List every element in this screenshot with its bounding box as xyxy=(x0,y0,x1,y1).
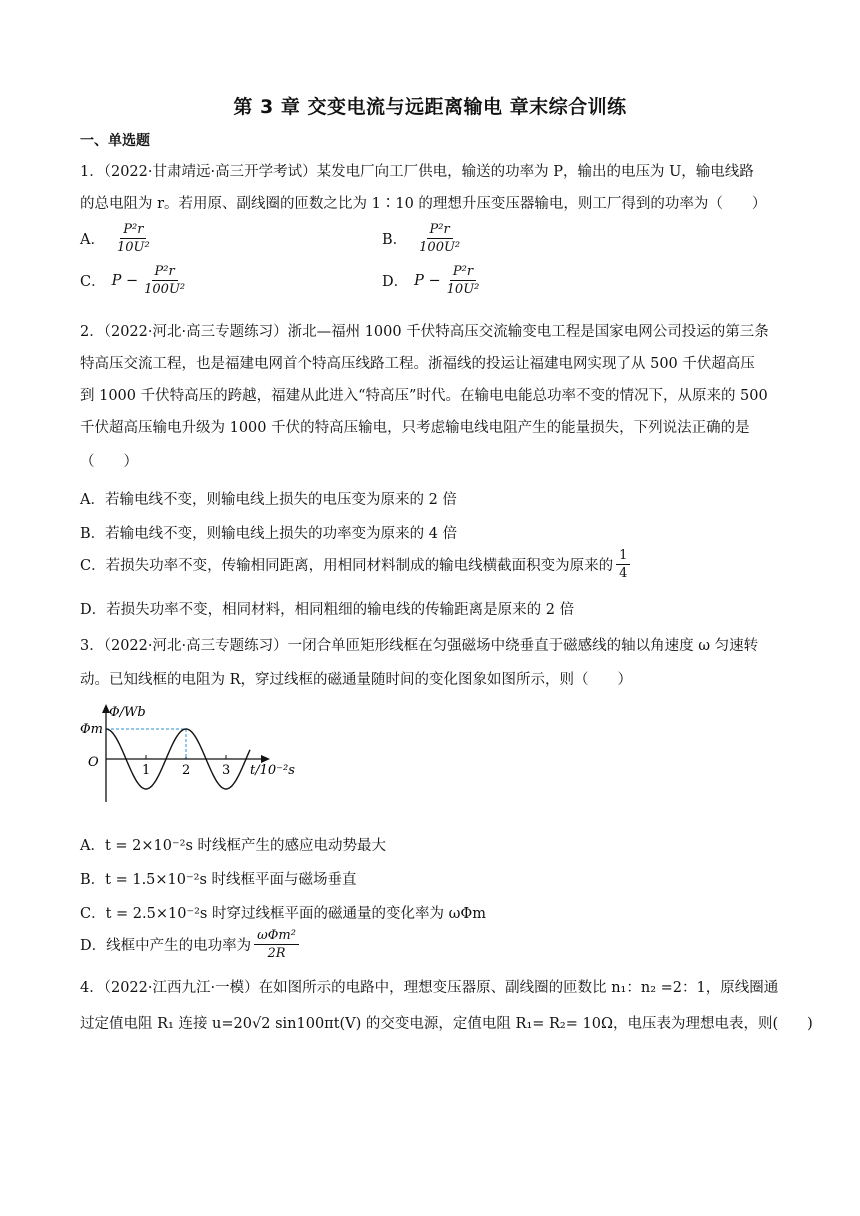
q2-option-a[interactable]: A．若输电线不变，则输电线上损失的电压变为原来的 2 倍 xyxy=(80,492,457,508)
q1-option-b[interactable] xyxy=(382,222,466,255)
q1-option-a-label: A． xyxy=(80,232,105,248)
q1-option-c-label: C． xyxy=(80,274,106,290)
q3-stem-line1: 3．（2022·河北·高三专题练习）一闭合单匝矩形线框在匀强磁场中绕垂直于磁感线的轴以角速度 ω 匀速转 xyxy=(80,638,759,654)
q1-option-d-label: D． xyxy=(382,274,409,290)
q1-option-c-fraction xyxy=(141,264,188,297)
q3-option-d[interactable] xyxy=(80,928,302,961)
q1-stem-line1: 1．（2022·甘肃靖远·高三开学考试）某发电厂向工厂供电，输送的功率为 P，输出的电压为 U，输电线路 xyxy=(80,164,754,180)
q1-option-a[interactable] xyxy=(80,222,156,255)
q1-option-a-denominator: 10U² xyxy=(116,240,150,255)
section-heading: 一、单选题 xyxy=(80,133,150,149)
q2-stem-line4: 千伏超高压输电升级为 1000 千伏的特高压输电，只考虑输电线电阻产生的能量损失，下列说法正确的是 xyxy=(80,420,750,436)
q3-option-a[interactable]: A．t = 2×10⁻²s 时线框产生的感应电动势最大 xyxy=(80,838,387,854)
q3-option-d-text: D．线框中产生的电功率为 xyxy=(80,938,252,954)
q1-option-c-denominator: 100U² xyxy=(144,282,186,297)
q2-option-c-text: C．若损失功率不变，传输相同距离，用相同材料制成的输电线横截面积变为原来的 xyxy=(80,558,614,574)
q2-option-c[interactable] xyxy=(80,548,633,581)
q3-option-b[interactable]: B．t = 1.5×10⁻²s 时线框平面与磁场垂直 xyxy=(80,872,357,888)
q4-stem-line2: 过定值电阻 R₁ 连接 u=20√2 sin100πt(V) 的交变电源，定值电阻 R₁= R₂= 10Ω，电压表为理想电表，则( ) xyxy=(80,1016,813,1032)
q1-option-c-prefix: P − xyxy=(111,272,139,289)
q2-option-c-denominator: 4 xyxy=(619,566,628,581)
q3-stem-line2: 动。已知线框的电阻为 R，穿过线框的磁通量随时间的变化图象如图所示，则（ ） xyxy=(80,672,633,688)
flux-time-graph xyxy=(78,702,318,812)
x-axis-arrow xyxy=(261,755,270,763)
q1-option-c-numerator: P²r xyxy=(152,264,178,281)
q3-option-d-numerator: ωΦm² xyxy=(254,928,299,945)
q2-stem-line3: 到 1000 千伏特高压的跨越，福建从此进入“特高压”时代。在输电电能总功率不变的情况下，从原来的 500 xyxy=(80,388,768,404)
q1-option-d[interactable] xyxy=(382,264,485,297)
origin-label: O xyxy=(88,755,99,770)
q2-stem-line2: 特高压交流工程，也是福建电网首个特高压线路工程。浙福线的投运让福建电网实现了从 500 千伏超高压 xyxy=(80,356,755,372)
q1-option-b-denominator: 100U² xyxy=(419,240,461,255)
q3-option-d-denominator: 2R xyxy=(267,946,286,961)
x-axis-label: t/10⁻²s xyxy=(250,763,295,778)
y-axis-label: Φ/Wb xyxy=(109,705,146,720)
q1-option-d-prefix: P − xyxy=(414,272,441,289)
q1-option-c[interactable] xyxy=(80,264,191,297)
q1-option-a-fraction xyxy=(114,222,153,255)
q3-option-c[interactable]: C．t = 2.5×10⁻²s 时穿过线框平面的磁通量的变化率为 ωΦm xyxy=(80,906,487,922)
page-title: 第 3 章 交变电流与远距离输电 章末综合训练 xyxy=(233,96,627,118)
q1-option-d-denominator: 10U² xyxy=(446,282,480,297)
q3-option-d-fraction xyxy=(254,928,299,961)
q1-option-b-fraction xyxy=(416,222,463,255)
q1-option-b-label: B． xyxy=(382,232,408,248)
q2-stem-line1: 2．（2022·河北·高三专题练习）浙北—福州 1000 千伏特高压交流输变电工程是国家电网公司投运的第三条 xyxy=(80,324,769,340)
q1-option-d-fraction xyxy=(444,264,483,297)
q2-option-c-numerator: 1 xyxy=(616,548,630,565)
q1-option-b-numerator: P²r xyxy=(427,222,453,239)
q2-option-b[interactable]: B．若输电线不变，则输电线上损失的功率变为原来的 4 倍 xyxy=(80,526,458,542)
q1-stem-line2: 的总电阻为 r。若用原、副线圈的匝数之比为 1∶10 的理想升压变压器输电，则工厂得到的功率为（ ） xyxy=(80,196,767,212)
q1-option-d-numerator: P²r xyxy=(450,264,476,281)
x-tick-label-3: 3 xyxy=(222,763,231,778)
phi-max-label: Φm xyxy=(80,722,103,737)
q1-option-a-numerator: P²r xyxy=(120,222,146,239)
q2-option-c-fraction xyxy=(616,548,630,581)
q4-stem-line1: 4．（2022·江西九江·一模）在如图所示的电路中，理想变压器原、副线圈的匝数比 n₁：n₂ =2：1，原线圈通 xyxy=(80,980,779,996)
x-tick-label-1: 1 xyxy=(142,763,151,778)
x-tick-label-2: 2 xyxy=(182,763,191,778)
q2-option-d[interactable]: D．若损失功率不变，相同材料，相同粗细的输电线的传输距离是原来的 2 倍 xyxy=(80,602,575,618)
q2-stem-line5: （ ） xyxy=(80,454,138,470)
